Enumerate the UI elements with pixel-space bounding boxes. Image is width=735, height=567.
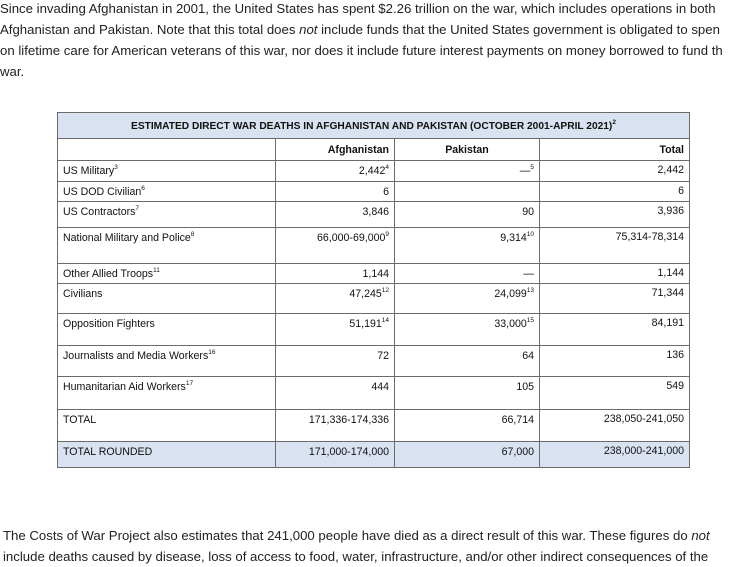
table-row	[58, 377, 690, 410]
table-title	[58, 113, 690, 139]
cell-label-value: Other Allied Troops	[63, 268, 154, 280]
cell-total	[540, 161, 690, 182]
cell-afghanistan-value: 171,336-174,336	[308, 414, 389, 426]
table-title-footnote: 2	[612, 119, 616, 126]
intro-line-3: on lifetime care for American veterans of this war, nor does it include future interest payments on money borrowed to fund th	[0, 43, 723, 58]
cell-label	[58, 264, 276, 284]
table-header-row	[58, 139, 690, 161]
cell-pakistan	[395, 182, 540, 202]
cell-pakistan-value: —	[519, 165, 531, 177]
table-title-row	[58, 113, 690, 139]
cell-label-value: TOTAL ROUNDED	[63, 446, 153, 458]
cell-afghanistan	[276, 346, 395, 377]
table-row	[58, 228, 690, 264]
cell-total	[540, 284, 690, 314]
cell-label-footnote: 17	[185, 380, 194, 387]
cell-pakistan	[395, 314, 540, 346]
column-header-label	[58, 139, 276, 161]
cell-afghanistan-value: 51,191	[349, 318, 382, 330]
cell-label	[58, 314, 276, 346]
cell-afghanistan	[276, 410, 395, 442]
cell-pakistan	[395, 442, 540, 468]
cell-total-value: 549	[666, 380, 684, 392]
cell-afghanistan	[276, 377, 395, 410]
table-body	[58, 161, 690, 468]
cell-afghanistan-value: 47,245	[349, 288, 382, 300]
cell-total	[540, 314, 690, 346]
cell-pakistan-value: 105	[516, 381, 534, 393]
cell-total-value: 71,344	[651, 287, 684, 299]
table-row	[58, 314, 690, 346]
table-row	[58, 284, 690, 314]
cell-label	[58, 202, 276, 228]
cell-pakistan-value: 66,714	[501, 414, 534, 426]
cell-afghanistan-value: 171,000-174,000	[308, 446, 389, 458]
table-row	[58, 410, 690, 442]
cell-total-value: 2,442	[657, 164, 684, 176]
cell-label	[58, 346, 276, 377]
cell-label-value: TOTAL	[63, 414, 97, 426]
cell-pakistan-footnote: 15	[526, 317, 534, 324]
cell-label	[58, 284, 276, 314]
cell-label-footnote: 3	[114, 164, 118, 171]
cell-afghanistan-footnote: 9	[385, 231, 389, 238]
cell-afghanistan-value: 1,144	[362, 268, 389, 280]
cell-total	[540, 410, 690, 442]
cell-label-footnote: 7	[135, 205, 140, 212]
cell-total	[540, 346, 690, 377]
cell-afghanistan	[276, 228, 395, 264]
cell-pakistan	[395, 346, 540, 377]
cell-label-value: US Military	[63, 165, 115, 177]
cell-total-value: 136	[666, 349, 684, 361]
cell-afghanistan	[276, 182, 395, 202]
cell-pakistan-value: 90	[522, 206, 534, 218]
intro-line-2-end: include funds that the United States government is obligated to spen	[317, 22, 720, 37]
cell-label-value: Humanitarian Aid Workers	[63, 381, 186, 393]
cell-pakistan-value: 9,314	[500, 232, 527, 244]
column-header-afghanistan: Afghanistan	[276, 139, 395, 161]
cell-label	[58, 442, 276, 468]
cell-total-value: 3,936	[657, 205, 684, 217]
cell-label	[58, 410, 276, 442]
table-row	[58, 264, 690, 284]
cell-total	[540, 264, 690, 284]
cell-pakistan	[395, 228, 540, 264]
cell-label-value: US DOD Civilian	[63, 186, 142, 198]
cell-afghanistan-value: 66,000-69,000	[317, 232, 386, 244]
cell-afghanistan-value: 72	[377, 350, 389, 362]
cell-pakistan	[395, 284, 540, 314]
intro-line-2	[0, 19, 735, 40]
cell-label-value: Opposition Fighters	[63, 318, 155, 330]
cell-label	[58, 161, 276, 182]
cell-total	[540, 182, 690, 202]
cell-pakistan-value: 64	[522, 350, 534, 362]
cell-total	[540, 228, 690, 264]
cell-label	[58, 228, 276, 264]
outro-line-1-start: The Costs of War Project also estimates that 241,000 people have died as a direct result of this war. These figures do	[3, 528, 692, 543]
cell-pakistan-value: —	[523, 268, 534, 280]
cell-total-value: 238,000-241,000	[603, 445, 684, 457]
cell-total	[540, 442, 690, 468]
outro-paragraph	[3, 525, 735, 567]
intro-line-2-start: Afghanistan and Pakistan. Note that this total does	[0, 22, 300, 37]
table-row	[58, 182, 690, 202]
cell-total	[540, 377, 690, 410]
cell-afghanistan-footnote: 14	[381, 317, 389, 324]
outro-emphasis-not: not	[691, 528, 710, 543]
cell-pakistan	[395, 161, 540, 182]
column-header-pakistan: Pakistan	[395, 139, 540, 161]
cell-total-value: 1,144	[657, 267, 684, 279]
outro-line-2: include deaths caused by disease, loss of access to food, water, infrastructure, and/or other indirect consequences of the	[3, 549, 709, 564]
cell-label-value: US Contractors	[63, 206, 136, 218]
cell-afghanistan-value: 3,846	[362, 206, 389, 218]
cell-label-footnote: 11	[153, 267, 160, 274]
cell-afghanistan-value: 2,442	[358, 165, 386, 177]
intro-line-4: war.	[0, 64, 25, 79]
cell-afghanistan-value: 444	[371, 381, 389, 393]
cell-label-value: Journalists and Media Workers	[63, 350, 209, 362]
table-row	[58, 346, 690, 377]
outro-line-1	[3, 525, 735, 546]
intro-line-1: Since invading Afghanistan in 2001, the United States has spent $2.26 trillion on the war, which includes operations in both	[0, 1, 716, 16]
cell-afghanistan	[276, 161, 395, 182]
cell-total	[540, 202, 690, 228]
cell-pakistan-footnote: 13	[526, 287, 534, 294]
cell-afghanistan	[276, 442, 395, 468]
cell-afghanistan-value: 6	[383, 186, 389, 198]
cell-pakistan-footnote: 10	[526, 231, 534, 238]
intro-emphasis-not: not	[299, 22, 318, 37]
cell-pakistan	[395, 377, 540, 410]
cell-afghanistan	[276, 264, 395, 284]
cell-label-footnote: 6	[141, 185, 145, 192]
cell-afghanistan-footnote: 12	[381, 287, 389, 294]
cell-total-value: 6	[678, 185, 684, 197]
cell-pakistan	[395, 410, 540, 442]
cell-label	[58, 377, 276, 410]
cell-label-footnote: 16	[208, 349, 216, 356]
cell-label-value: Civilians	[63, 288, 103, 300]
cell-pakistan	[395, 264, 540, 284]
cell-pakistan-footnote: 5	[530, 164, 534, 171]
table-title-text: ESTIMATED DIRECT WAR DEATHS IN AFGHANISTAN AND PAKISTAN (OCTOBER 2001-APRIL 2021)	[131, 121, 613, 132]
cell-afghanistan	[276, 314, 395, 346]
cell-pakistan	[395, 202, 540, 228]
column-header-total: Total	[540, 139, 690, 161]
cell-afghanistan-footnote: 4	[385, 164, 389, 171]
cell-label-footnote: 8	[190, 231, 195, 238]
table-row	[58, 442, 690, 468]
cell-label	[58, 182, 276, 202]
cell-total-value: 75,314-78,314	[615, 231, 684, 243]
cell-pakistan-value: 33,000	[494, 318, 527, 330]
intro-paragraph	[0, 0, 735, 82]
cell-label-value: National Military and Police	[63, 232, 191, 244]
cell-afghanistan	[276, 202, 395, 228]
table-row	[58, 202, 690, 228]
cell-total-value: 84,191	[651, 317, 684, 329]
war-deaths-table	[57, 112, 690, 468]
cell-pakistan-value: 24,099	[494, 288, 527, 300]
cell-afghanistan	[276, 284, 395, 314]
cell-total-value: 238,050-241,050	[603, 413, 684, 425]
table-row	[58, 161, 690, 182]
cell-pakistan-value: 67,000	[501, 446, 534, 458]
